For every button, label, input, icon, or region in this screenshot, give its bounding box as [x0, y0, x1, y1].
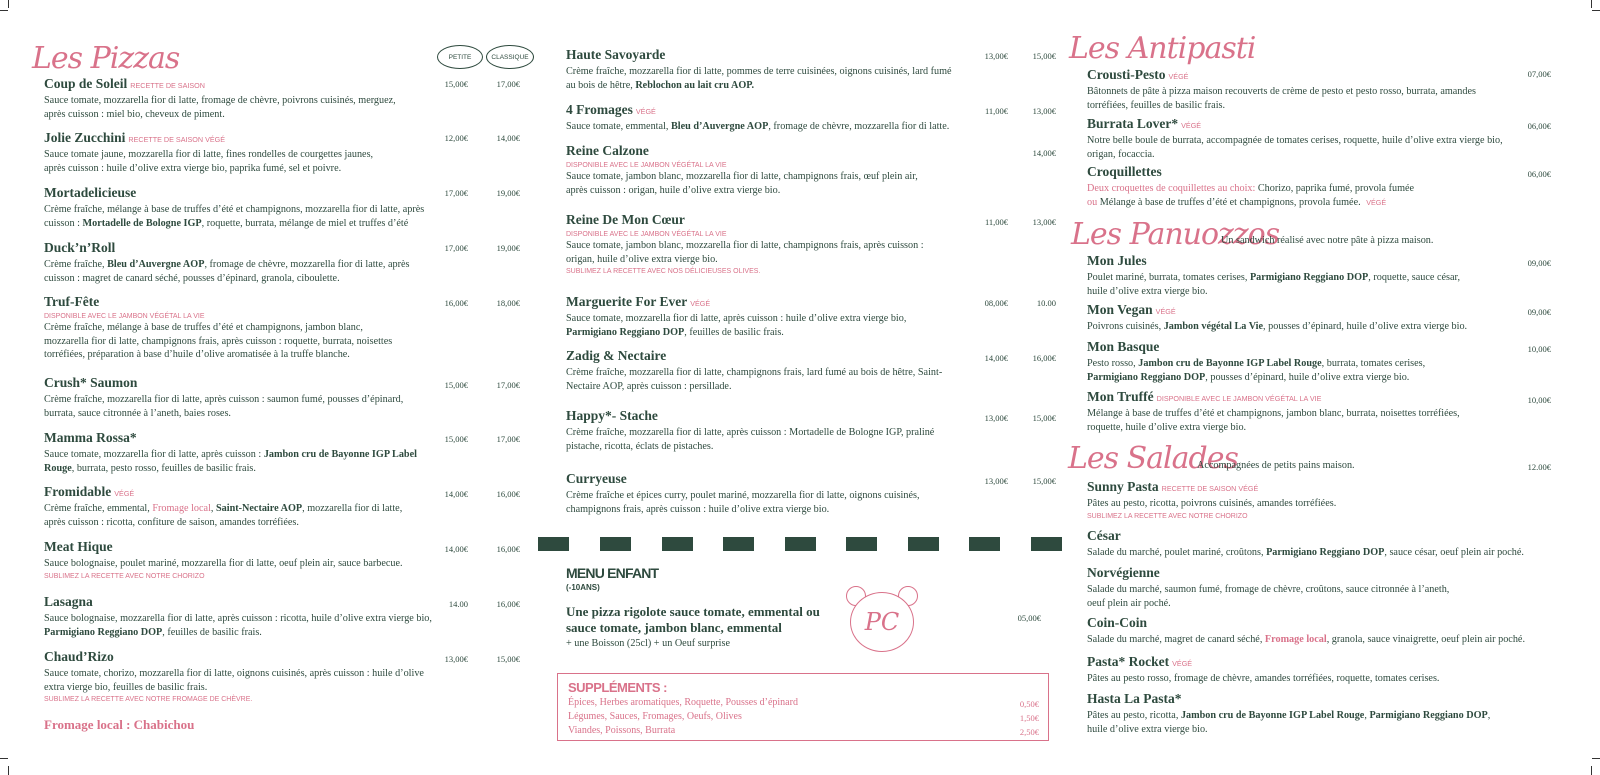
kids-line3: + une Boisson (25cl) + un Oeuf surprise: [566, 638, 730, 649]
item-desc: Poivrons cuisinés, Jambon végétal La Vie, pousses d’épinard, huile d’olive extra vierge bio.: [1087, 321, 1468, 332]
price-classique: 16,00€: [496, 489, 520, 499]
item-desc: Pâtes au pesto rosso, fromage de chèvre, amandes torréfiées, roquette, tomates cerises.: [1087, 673, 1440, 684]
item-name: Mon Truffé: [1087, 389, 1154, 404]
price-petite: 17,00€: [444, 243, 468, 253]
menu-item: [1087, 614, 1525, 647]
item-name: Truf-Fête: [44, 294, 100, 309]
item-availability: DISPONIBLE AVEC LE JAMBON VÉGÉTAL LA VIE: [566, 162, 727, 169]
item-name: Mon Vegan: [1087, 302, 1153, 317]
item-note: SUBLIMEZ LA RECETTE AVEC NOTRE CHORIZO: [1087, 512, 1248, 520]
divider-dash: [785, 537, 816, 551]
item-price: 09,00€: [1527, 258, 1551, 268]
price-classique: 13,00€: [1032, 217, 1056, 227]
item-desc: Pâtes au pesto, ricotta, Jambon cru de Bayonne IGP Label Rouge, Parmigiano Reggiano DOP, huile d’olive extra vierge bio.: [1087, 710, 1491, 735]
item-desc: Crème fraîche et épices curry, poulet mariné, mozzarella fior di latte, oignons cuisinés, champignons frais, après cuisson : huile d’olive extra vierge bio.: [566, 490, 920, 515]
menu-item: [44, 538, 403, 580]
price-classique: 19,00€: [496, 243, 520, 253]
item-desc: Sauce tomate, mozzarella fior di latte, après cuisson : Jambon cru de Bayonne IGP Label Rouge, burrata, pesto rosso, feuilles de basilic frais.: [44, 449, 417, 474]
item-desc: Sauce bolognaise, poulet mariné, mozzarella fior di latte, oeuf plein air, sauce barbecue.: [44, 558, 403, 569]
price-petite: 11,00€: [984, 217, 1008, 227]
price-classique: 14,00€: [496, 133, 520, 143]
menu-item: [566, 211, 924, 275]
item-price: 06,00€: [1527, 169, 1551, 179]
crop-mark: [1591, 766, 1592, 775]
price-petite: 13,00€: [444, 654, 468, 664]
crop-mark: [8, 766, 9, 775]
menu-item: [566, 101, 949, 134]
menu-item: [44, 593, 432, 639]
price-classique: 19,00€: [496, 188, 520, 198]
supplements-title: SUPPLÉMENTS :: [568, 680, 667, 695]
menu-item: [1087, 252, 1460, 298]
menu-item: [44, 239, 410, 285]
item-tag: VÉGÉ: [1172, 659, 1193, 668]
item-note: SUBLIMEZ LA RECETTE AVEC NOTRE FROMAGE DE CHÈVRE.: [44, 696, 253, 703]
menu-item: [44, 75, 396, 121]
price-petite: 15,00€: [444, 434, 468, 444]
supplement-row: Viandes, Poissons, Burrata: [568, 725, 676, 736]
item-price: 07,00€: [1527, 69, 1551, 79]
item-desc: Crème fraîche, mélange à base de truffes d’été et champignons, mozzarella fior di latte, après cuisson : Mortadelle de Bologne IGP, roquette, burrata, mélange de miel et truffes d’été: [44, 204, 425, 229]
divider-dash: [908, 537, 939, 551]
item-name: Jolie Zucchini: [44, 130, 126, 145]
price-classique: 15,00€: [496, 654, 520, 664]
item-name: Mon Jules: [1087, 253, 1147, 268]
item-availability: DISPONIBLE AVEC LE JAMBON VÉGÉTAL LA VIE: [44, 313, 205, 320]
salades-price: 12.00€: [1527, 462, 1551, 472]
crop-mark: [1591, 0, 1592, 8]
item-name: Zadig & Nectaire: [566, 348, 667, 363]
menu-item: [1087, 690, 1490, 736]
price-classique: 10.00: [1036, 298, 1056, 308]
menu-item: [1087, 115, 1503, 161]
crop-mark: [1592, 10, 1600, 11]
panuozzos-title: Les Panuozzos: [1071, 217, 1280, 252]
item-desc: Sauce tomate, emmental, Bleu d’Auvergne AOP, fromage de chèvre, mozzarella fior di latte.: [566, 121, 950, 132]
item-name: Happy*- Stache: [566, 408, 658, 423]
item-note: SUBLIMEZ LA RECETTE AVEC NOS DÉLICIEUSES OLIVES.: [566, 268, 761, 275]
item-desc: Sauce bolognaise, mozzarella fior di latte, après cuisson : ricotta, huile d’olive extra vierge bio, Parmigiano Reggiano DOP, feuilles de basilic frais.: [44, 613, 432, 638]
menu-item: [1087, 66, 1476, 112]
price-petite: 17,00€: [444, 188, 468, 198]
item-desc: Notre belle boule de burrata, accompagnée de tomates cerises, roquette, huile d’olive extra vierge bio, origan, focaccia.: [1087, 135, 1503, 160]
item-name: Crush* Saumon: [44, 375, 138, 390]
menu-item: [1087, 527, 1524, 560]
item-tag: VÉGÉ: [690, 299, 711, 308]
price-classique: 18,00€: [496, 298, 520, 308]
item-tag: VÉGÉ: [1168, 72, 1189, 81]
kids-menu: [566, 565, 1046, 651]
item-desc: Crème fraîche, mélange à base de truffes d’été et champignons, jambon blanc, mozzarella fior di latte, champignons frais, après cuisson : roquette, burrata, noisettes torréfiées, préparation à base d’huile d’olive aromatisée à la truffe blanche.: [44, 322, 393, 360]
price-petite: 14,00€: [984, 353, 1008, 363]
item-name: Chaud’Rizo: [44, 649, 114, 664]
salades-title: Les Salades: [1068, 441, 1238, 476]
menu-item: [566, 470, 920, 516]
item-desc: Salade du marché, poulet mariné, croûtons, Parmigiano Reggiano DOP, sauce césar, oeuf plein air poché.: [1087, 547, 1524, 558]
item-name: Mortadelicieuse: [44, 185, 137, 200]
item-name: Crousti-Pesto: [1087, 67, 1166, 82]
item-price: 06,00€: [1527, 121, 1551, 131]
price-petite: 13,00€: [984, 413, 1008, 423]
supplement-price: 1,50€: [1019, 713, 1039, 723]
menu-item: [44, 483, 402, 529]
item-note: SUBLIMEZ LA RECETTE AVEC NOTRE CHORIZO: [44, 572, 205, 580]
item-desc: Crème fraîche, mozzarella fior di latte, après cuisson : Mortadelle de Bologne IGP, praliné pistache, ricotta, éclats de pistaches.: [566, 427, 935, 452]
kids-line1: Une pizza rigolote sauce tomate, emmental ou: [566, 604, 820, 619]
menu-item: [1087, 564, 1449, 610]
item-name: Hasta La Pasta*: [1087, 691, 1182, 706]
menu-item: [1087, 478, 1336, 520]
item-desc: Sauce tomate, mozzarella fior di latte, fromage de chèvre, poivrons cuisinés, merguez, après cuisson : miel bio, cheveux de piment.: [44, 95, 396, 120]
antipasti-title: Les Antipasti: [1069, 31, 1256, 66]
kids-title: MENU ENFANT: [566, 565, 659, 581]
item-name: Pasta* Rocket: [1087, 654, 1170, 669]
item-desc: Mélange à base de truffes d’été et champignons, jambon blanc, burrata, noisettes torréfiées, roquette, huile d’olive extra vierge bio.: [1087, 408, 1460, 433]
menu-item: [44, 129, 373, 175]
menu-item: [1087, 301, 1467, 334]
item-name: Marguerite For Ever: [566, 294, 688, 309]
menu-item: [1087, 388, 1460, 434]
divider-dash: [1031, 537, 1062, 551]
divider-dash: [662, 537, 693, 551]
divider-dash: [846, 537, 877, 551]
item-desc: Sauce tomate, chorizo, mozzarella fior di latte, oignons cuisinés, après cuisson : huile d’olive extra vierge bio, feuilles de basilic frais.: [44, 668, 424, 693]
panuozzos-subtitle: Un sandwich réalisé avec notre pâte à pizza maison.: [1221, 235, 1434, 246]
item-desc: Sauce tomate, jambon blanc, mozzarella fior di latte, champignons frais, œuf plein air, après cuisson : origan, huile d’olive extra vierge bio.: [566, 171, 918, 196]
item-desc: Crème fraîche, mozzarella fior di latte, champignons frais, lard fumé au bois de hêtre, Saint- Nectaire AOP, après cuisson : persillade.: [566, 367, 943, 392]
price-classique: 14,00€: [1032, 148, 1056, 158]
item-desc: Sauce tomate, mozzarella fior di latte, après cuisson : huile d’olive extra vierge bio, Parmigiano Reggiano DOP, feuilles de basilic frais.: [566, 313, 907, 338]
item-name: Meat Hique: [44, 539, 113, 554]
item-name: Burrata Lover*: [1087, 116, 1179, 131]
item-price: 10,00€: [1527, 395, 1551, 405]
menu-item: [566, 347, 942, 393]
item-name: Duck’n’Roll: [44, 240, 116, 255]
local-cheese-note: Fromage local : Chabichou: [44, 717, 195, 732]
crop-mark: [8, 0, 9, 8]
price-classique: 17,00€: [496, 79, 520, 89]
supplement-row: Légumes, Sauces, Fromages, Oeufs, Olives: [568, 711, 742, 722]
item-name: Lasagna: [44, 594, 93, 609]
salades-subtitle: Accompagnées de petits pains maison.: [1197, 460, 1355, 471]
price-classique: 15,00€: [1032, 413, 1056, 423]
item-desc: Bâtonnets de pâte à pizza maison recouverts de crème de pesto et pesto rosso, burrata, amandes torréfiées, feuilles de basilic frais.: [1087, 86, 1476, 111]
item-name: 4 Fromages: [566, 102, 633, 117]
price-petite: 12,00€: [444, 133, 468, 143]
petite-header: PETITE: [437, 45, 483, 69]
item-name: César: [1087, 528, 1121, 543]
item-name: Sunny Pasta: [1087, 479, 1159, 494]
item-tag: VÉGÉ: [635, 107, 656, 116]
kids-price: 05,00€: [1017, 613, 1041, 623]
item-name: Curryeuse: [566, 471, 627, 486]
item-name: Reine De Mon Cœur: [566, 212, 685, 227]
menu-item: [44, 184, 424, 230]
item-price: 10,00€: [1527, 344, 1551, 354]
supplements-box: [557, 673, 1049, 741]
price-petite: 15,00€: [444, 79, 468, 89]
crop-mark: [0, 758, 8, 759]
crop-mark: [0, 10, 8, 11]
menu-item: [44, 374, 403, 420]
item-desc: Sauce tomate jaune, mozzarella fior di latte, fines rondelles de courgettes jaunes, après cuisson : huile d’olive extra vierge bio, paprika fumé, sel et poivre.: [44, 149, 374, 174]
classique-header: CLASSIQUE: [486, 45, 534, 69]
item-price: 09,00€: [1527, 307, 1551, 317]
price-petite: 14,00€: [444, 489, 468, 499]
price-classique: 15,00€: [1032, 51, 1056, 61]
item-tag: DISPONIBLE AVEC LE JAMBON VÉGÉTAL LA VIE: [1156, 394, 1322, 403]
divider-dash: [723, 537, 754, 551]
item-desc: Crème fraîche, emmental, Fromage local, Saint-Nectaire AOP, mozzarella fior di latte, après cuisson : ricotta, confiture de saison, amandes torréfiées.: [44, 503, 403, 528]
price-classique: 15,00€: [1032, 476, 1056, 486]
price-classique: 17,00€: [496, 434, 520, 444]
price-classique: 16,00€: [1032, 353, 1056, 363]
price-petite: 13,00€: [984, 51, 1008, 61]
logo-text: PC: [864, 608, 900, 636]
menu-item: [1087, 653, 1439, 686]
kids-line2: sauce tomate, jambon blanc, emmental: [566, 620, 782, 635]
item-desc: Poulet mariné, burrata, tomates cerises, Parmigiano Reggiano DOP, roquette, sauce césar, huile d’olive extra vierge bio.: [1087, 272, 1461, 297]
supplement-row: Épices, Herbes aromatiques, Roquette, Pousses d’épinard: [568, 697, 798, 708]
item-tag: RECETTE DE SAISON VÉGÉ: [128, 135, 226, 144]
price-petite: 16,00€: [444, 298, 468, 308]
pc-logo: [846, 584, 920, 654]
item-name: Fromidable: [44, 484, 112, 499]
item-desc: Salade du marché, saumon fumé, fromage de chèvre, croûtons, sauce citronnée à l’aneth, oeuf plein air poché.: [1087, 584, 1450, 609]
menu-item: [44, 429, 417, 475]
menu-item: [44, 293, 392, 362]
item-desc: Crème fraîche, mozzarella fior di latte, après cuisson : saumon fumé, pousses d’épinard, burrata, sauce citronnée à l’aneth, baies roses.: [44, 394, 404, 419]
price-classique: 16,00€: [496, 599, 520, 609]
divider-dash: [600, 537, 631, 551]
price-petite: 08,00€: [984, 298, 1008, 308]
menu-item: [566, 46, 952, 92]
item-name: Norvégienne: [1087, 565, 1160, 580]
item-desc: Salade du marché, magret de canard séché, Fromage local, granola, sauce vinaigrette, oeuf plein air poché.: [1087, 634, 1525, 645]
menu-item: [1087, 163, 1414, 209]
item-desc: Pâtes au pesto, ricotta, poivrons cuisinés, amandes torréfiées.: [1087, 498, 1337, 509]
item-tag: VÉGÉ: [1181, 121, 1202, 130]
item-desc: Crème fraîche, Bleu d’Auvergne AOP, fromage de chèvre, mozzarella fior di latte, après cuisson : magret de canard séché, pousses d’épinard, granola, ciboulette.: [44, 259, 410, 284]
item-name: Coup de Soleil: [44, 76, 128, 91]
price-classique: 16,00€: [496, 544, 520, 554]
kids-age: (-10ANS): [566, 583, 600, 592]
crop-mark: [1592, 758, 1600, 759]
item-desc: Pesto rosso, Jambon cru de Bayonne IGP Label Rouge, burrata, tomates cerises, Parmigiano Reggiano DOP, pousses d’épinard, huile d’olive extra vierge bio.: [1087, 358, 1426, 383]
item-tag: VÉGÉ: [114, 489, 135, 498]
supplement-price: 0,50€: [1019, 699, 1039, 709]
price-petite: 14,00€: [444, 544, 468, 554]
item-tag: RECETTE DE SAISON VÉGÉ: [1161, 484, 1259, 493]
price-petite: 13,00€: [984, 476, 1008, 486]
price-classique: 17,00€: [496, 380, 520, 390]
menu-item: [566, 407, 934, 453]
price-petite: 11,00€: [984, 106, 1008, 116]
item-desc: Sauce tomate, jambon blanc, mozzarella fior di latte, champignons frais, après cuisson : origan, huile d’olive extra vierge bio.: [566, 240, 924, 265]
menu-item: [44, 648, 424, 703]
item-tag: VÉGÉ: [1155, 307, 1176, 316]
supplement-price: 2,50€: [1019, 727, 1039, 737]
item-name: Croquillettes: [1087, 164, 1162, 179]
item-desc: Deux croquettes de coquillettes au choix: Chorizo, paprika fumé, provola fumée ou Mélange à base de truffes d’été et champignons, provola fumée. VÉGÉ: [1087, 183, 1415, 208]
menu-item: [566, 293, 906, 339]
price-petite: 14.00: [448, 599, 468, 609]
item-tag: RECETTE DE SAISON: [130, 81, 205, 90]
price-classique: 13,00€: [1032, 106, 1056, 116]
item-name: Reine Calzone: [566, 143, 649, 158]
item-name: Mon Basque: [1087, 339, 1160, 354]
item-name: Haute Savoyarde: [566, 47, 666, 62]
item-availability: DISPONIBLE AVEC LE JAMBON VÉGÉTAL LA VIE: [566, 231, 727, 238]
item-name: Coin-Coin: [1087, 615, 1148, 630]
divider-dash: [538, 537, 569, 551]
menu-item: [1087, 338, 1425, 384]
logo-circle-icon: [850, 592, 914, 652]
menu-item: [566, 142, 918, 197]
item-name: Mamma Rossa*: [44, 430, 137, 445]
price-petite: 15,00€: [444, 380, 468, 390]
item-desc: Crème fraîche, mozzarella fior di latte, pommes de terre cuisinées, oignons cuisinés, lard fumé au bois de hêtre, Reblochon au lait cru AOP.: [566, 66, 952, 91]
divider-dash: [969, 537, 1000, 551]
pizzas-title: Les Pizzas: [32, 41, 180, 76]
